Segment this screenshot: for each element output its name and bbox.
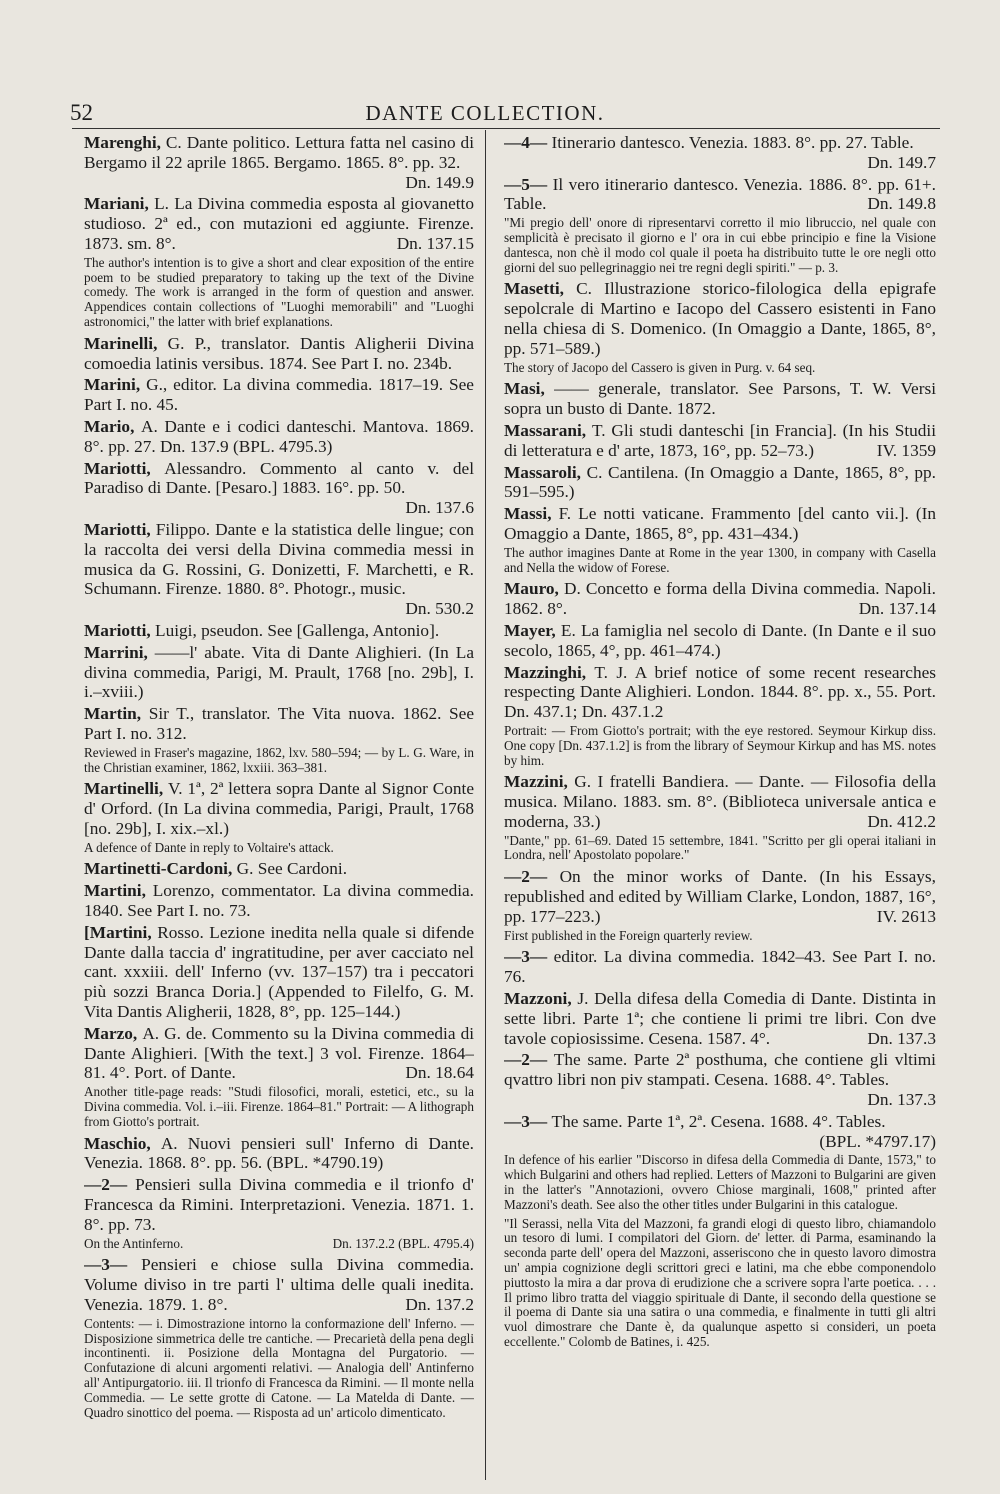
catalog-note: [84, 1317, 474, 1421]
entry-text: First published in the Foreign quarterly review.: [504, 927, 753, 943]
catalog-entry: [504, 867, 936, 926]
entry-heading: —2—: [504, 1050, 554, 1070]
entry-text: Itinerario dantesco. Venezia. 1883. 8°. pp. 27. Table.: [551, 133, 914, 152]
entry-text: Pensieri sulla Divina commedia e il trionfo d' Francesca da Rimini. Interpretazioni. Venezia. 1871. 1. 8°. pp. 73.: [84, 1175, 474, 1234]
header-rule: [72, 128, 940, 129]
entry-heading: Mauro,: [504, 579, 564, 599]
entry-text: In defence of his earlier "Discorso in difesa della Commedia di Dante, 1573," to which Bulgarini and others had replied. Letters of Mazzoni to Bulgarini are given in the latter's "Annotazioni, ovvero Chiose marginali, 1608," printed after Mazzoni's death. See also the other titles under Bulgarini in this catalogue.: [504, 1152, 936, 1212]
catalog-entry: [84, 1024, 474, 1083]
catalog-entry: [504, 504, 936, 544]
shelf-mark: Dn. 149.9: [405, 172, 474, 192]
entry-text: Another title-page reads: "Studi filosofici, morali, estetici, etc., su la Divina commedia. Vol. i.–iii. Firenze. 1864–81." Portrait: — A lithograph from Giotto's portrait.: [84, 1084, 474, 1129]
catalog-entry: [504, 379, 936, 419]
catalog-entry: [504, 579, 936, 619]
shelf-mark: Dn. 412.2: [867, 811, 936, 831]
entry-text: The story of Jacopo del Cassero is given in Purg. v. 64 seq.: [504, 359, 816, 375]
catalog-entry: [84, 779, 474, 838]
catalog-entry: [84, 1134, 474, 1174]
entry-text: ——l' abate. Vita di Dante Alighieri. (In La divina commedia, Parigi, M. Prault, 1768 [no. 29b], I. i.–xviii.): [84, 642, 474, 702]
entry-heading: Martini,: [84, 881, 153, 901]
entry-text: Rosso. Lezione inedita nella quale si difende Dante dalla taccia d' ingratitudine, per aver cacciato nel cant. xxxiii. dell' Inferno (vv. 137–157) tra i peccatori più sozzi Branca Doria.] (Appended to Filelfo, G. M. Vita Dantis Aligherii, 1828, 8°, pp. 125–144.): [84, 922, 474, 1022]
shelf-mark: Dn. 149.8: [867, 194, 936, 214]
shelf-mark: IV. 1359: [876, 440, 936, 460]
entry-heading: Masi,: [504, 379, 555, 399]
catalog-entry: [84, 643, 474, 702]
entry-heading: Marrini,: [84, 642, 155, 662]
catalog-entry: [84, 459, 474, 518]
entry-heading: Martinelli,: [84, 779, 169, 799]
entry-heading: Mayer,: [504, 620, 561, 640]
catalog-entry: [84, 375, 474, 415]
catalog-entry: [504, 279, 936, 358]
shelf-mark: IV. 2613: [876, 906, 936, 926]
entry-text: editor. La divina commedia. 1842–43. See Part I. no. 76.: [504, 947, 936, 987]
catalog-entry: [84, 881, 474, 921]
entry-text: The author's intention is to give a short and clear exposition of the entire poem to be studied preparatory to taking up the text of the Divine comedy. The work is arranged in the form of question and answer. Appendices contain collections of "Luoghi memorabili" and "Luoghi astronomici," the latter with brief explanations.: [84, 254, 474, 329]
column-divider: [485, 130, 486, 1480]
running-title: DANTE COLLECTION.: [365, 101, 605, 125]
catalog-entry: [504, 663, 936, 722]
entry-heading: Masetti,: [504, 279, 577, 299]
entry-text: Reviewed in Fraser's magazine, 1862, lxv. 580–594; — by L. G. Ware, in the Christian examiner, 1862, lxxiii. 363–381.: [84, 744, 474, 775]
entry-text: The same. Parte 2ª posthuma, che contiene gli vltimi qvattro libri non piv stampati. Cesena. 1688. 4°. Tables.: [504, 1050, 936, 1090]
entry-text: Lorenzo, commentator. La divina commedia. 1840. See Part I. no. 73.: [84, 881, 474, 921]
entry-heading: Massarani,: [504, 420, 592, 440]
shelf-mark: Dn. 530.2: [405, 599, 474, 619]
catalog-note: [84, 256, 474, 330]
catalog-note: [84, 1237, 474, 1252]
entry-text: Filippo. Dante e la statistica delle lingue; con la raccolta dei versi della Divina commedia messi in musica da G. Rossini, G. Donizetti, F. Marchetti, e R. Schumann. Firenze. 1880. 8°. Photogr., music.: [84, 519, 474, 599]
entry-heading: Maschio,: [84, 1133, 161, 1153]
entry-text: The same. Parte 1ª, 2ª. Cesena. 1688. 4°. Tables.: [551, 1111, 886, 1131]
entry-text: Alessandro. Commento al canto v. del Paradiso di Dante. [Pesaro.] 1883. 16°. pp. 50.: [84, 458, 474, 498]
catalog-entry: [504, 133, 936, 173]
catalog-entry: [504, 421, 936, 461]
entry-heading: —4—: [504, 133, 552, 152]
catalog-note: [504, 216, 936, 275]
catalog-note: [84, 746, 474, 776]
entry-heading: Marini,: [84, 375, 147, 395]
entry-heading: [Martini,: [84, 922, 158, 942]
entry-heading: —2—: [84, 1175, 136, 1195]
catalog-note: [504, 834, 936, 864]
entry-heading: Martin,: [84, 704, 149, 724]
catalog-entry: [84, 334, 474, 374]
catalog-note: [84, 1085, 474, 1129]
entry-text: E. La famiglia nel secolo di Dante. (In Dante e il suo secolo, 1865, 4°, pp. 461–474.): [504, 620, 936, 660]
catalog-entry: [84, 704, 474, 744]
catalog-note: [504, 1217, 936, 1350]
shelf-mark: Dn. 137.3: [867, 1090, 936, 1110]
left-column: [84, 133, 474, 1424]
catalog-entry: [504, 175, 936, 215]
shelf-mark: Dn. 137.2: [405, 1295, 474, 1315]
shelf-mark: Dn. 149.7: [867, 152, 936, 172]
catalog-entry: [504, 947, 936, 987]
catalog-entry: [504, 463, 936, 503]
entry-text: The author imagines Dante at Rome in the year 1300, in company with Casella and Nella the widow of Forese.: [504, 544, 936, 575]
entry-heading: Massi,: [504, 504, 559, 524]
entry-heading: Mariotti,: [84, 519, 156, 539]
entry-text: Il vero itinerario dantesco. Venezia. 1886. 8°. pp. 61+. Table.: [504, 174, 936, 214]
shelf-mark: Dn. 18.64: [405, 1063, 474, 1083]
entry-heading: —3—: [504, 947, 554, 967]
entry-text: Luigi, pseudon. See [Gallenga, Antonio].: [155, 620, 440, 640]
entry-text: Pensieri e chiose sulla Divina commedia. Volume diviso in tre parti l' ultima delle quali inedita. Venezia. 1879. 1. 8°.: [84, 1255, 474, 1315]
entry-text: Portrait: — From Giotto's portrait; with the eye restored. Seymour Kirkup diss. One copy [Dn. 437.1.2] is from the library of Seymour Kirkup and has MS. notes by him.: [504, 722, 936, 768]
entry-text: "Dante," pp. 61–69. Dated 15 settembre, 1841. "Scritto per gli operai italiani in Londra, nell' Apostolato popolare.": [504, 832, 936, 863]
entry-text: C. Cantilena. (In Omaggio a Dante, 1865, 8°, pp. 591–595.): [504, 462, 936, 502]
entry-heading: Mariani,: [84, 194, 155, 214]
page-header: [70, 92, 940, 126]
entry-text: F. Le notti vaticane. Frammento [del canto vii.]. (In Omaggio a Dante, 1865, 8°, pp. 431–434.): [504, 504, 936, 543]
entry-text: D. Concetto e forma della Divina commedia. Napoli. 1862. 8°.: [504, 579, 936, 619]
shelf-mark: Dn. 137.6: [405, 498, 474, 518]
entry-text: V. 1ª, 2ª lettera sopra Dante al Signor Conte d' Orford. (In La divina commedia, Parigi, Prault, 1768 [no. 29b], I. xix.–xl.): [84, 779, 474, 838]
shelf-mark: Dn. 137.15: [396, 233, 474, 253]
entry-heading: Mazzini,: [504, 772, 575, 792]
right-column: [504, 133, 936, 1354]
entry-heading: Mariotti,: [84, 620, 156, 640]
catalog-note: [504, 929, 936, 944]
entry-text: C. Dante politico. Lettura fatta nel casino di Bergamo il 22 aprile 1865. Bergamo. 1865. 8°. pp. 32.: [84, 133, 474, 172]
shelf-mark: Dn. 137.14: [858, 599, 936, 619]
catalog-entry: [504, 1112, 936, 1152]
entry-heading: Marinelli,: [84, 333, 168, 353]
page-number: 52: [70, 100, 93, 125]
entry-heading: —3—: [504, 1111, 552, 1131]
catalog-note: [504, 1153, 936, 1212]
entry-heading: Mazzoni,: [504, 989, 578, 1009]
entry-text: L. La Divina commedia esposta al giovanetto studioso. 2ª ed., con mutazioni ed aggiunte. Firenze. 1873. sm. 8°.: [84, 194, 474, 253]
entry-text: A. Nuovi pensieri sull' Inferno di Dante. Venezia. 1868. 8°. pp. 56. (BPL. *4790.19): [84, 1133, 474, 1173]
entry-heading: —2—: [504, 867, 560, 887]
catalog-entry: [504, 621, 936, 661]
shelf-mark: Dn. 137.2.2 (BPL. 4795.4): [332, 1235, 474, 1251]
entry-text: Sir T., translator. The Vita nuova. 1862. See Part I. no. 312.: [84, 704, 474, 743]
catalog-entry: [84, 1175, 474, 1234]
entry-text: "Il Serassi, nella Vita del Mazzoni, fa grandi elogi di questo libro, chiamandolo un tesoro di lumi. I compilatori del Giorn. de' letter. di Parma, esaminando la seconda parte dell' opera del Mazzoni, asseriscono che in questo lavoro dimostra un' ampia cognizione degli scrittori greci e latini, ma che ebbe componendolo piuttosto la mira a dar prova di erudizione che a scrivere sopra l'arte poetica. . . . Il primo libro tratta del viaggio spirituale di Dante, il secondo della questione se il poema di Dante sia una satira o una commedia, e finalmente in tutti gli altri vuol dimostrare che Dante è, da qualunque aspetto si consideri, un poeta eccellente." Colomb de Batines, i. 425.: [504, 1215, 936, 1349]
catalog-entry: [504, 1050, 936, 1109]
catalog-note: [504, 546, 936, 576]
entry-text: T. Gli studi danteschi [in Francia]. (In his Studii di letteratura e d' arte, 1873, 16°, pp. 52–73.): [504, 420, 936, 460]
entry-text: G. See Cardoni.: [236, 859, 348, 879]
catalog-entry: [84, 133, 474, 192]
entry-text: "Mi pregio dell' onore di ripresentarvi corretto il mio libruccio, nel quale con semplicità è precisato il giorno e l' ora in cui ebbe principio e fine la Visione dantesca, non chè il modo col quale il poeta ha distribuito tutte le ore negli otto giorni del suo pellegrinaggio nei tre regni degli spiriti." — p. 3.: [504, 215, 936, 275]
entry-text: C. Illustrazione storico-filologica della epigrafe sepolcrale di Martino e Iacopo del Cassero esistenti in Fano nella chiesa di S. Domenico. (In Omaggio a Dante, 1865, 8°, pp. 571–589.): [504, 279, 936, 358]
entry-heading: Marenghi,: [84, 133, 166, 152]
entry-heading: Mazzinghi,: [504, 662, 595, 682]
catalog-entry: [504, 989, 936, 1048]
catalog-entry: [84, 194, 474, 253]
entry-heading: Mariotti,: [84, 458, 165, 478]
catalog-note: [504, 361, 936, 376]
catalog-entry: [504, 772, 936, 831]
entry-text: —— generale, translator. See Parsons, T. W. Versi sopra un busto di Dante. 1872.: [504, 379, 936, 419]
shelf-mark: (BPL. *4797.17): [819, 1131, 936, 1151]
entry-heading: Martinetti-Cardoni,: [84, 859, 237, 879]
entry-heading: Mario,: [84, 416, 141, 436]
entry-text: G. I fratelli Bandiera. — Dante. — Filosofia della musica. Milano. 1883. sm. 8°. (Biblioteca universale antica e moderna, 33.): [504, 772, 936, 831]
entry-text: G., editor. La divina commedia. 1817–19. See Part I. no. 45.: [84, 375, 474, 415]
catalog-entry: [84, 1255, 474, 1314]
entry-text: A. Dante e i codici danteschi. Mantova. 1869. 8°. pp. 27. Dn. 137.9 (BPL. 4795.3): [84, 416, 474, 456]
entry-heading: Marzo,: [84, 1023, 143, 1043]
entry-text: G. P., translator. Dantis Aligherii Divina comoedia latinis versibus. 1874. See Part I. no. 234b.: [84, 333, 474, 373]
entry-text: T. J. A brief notice of some recent researches respecting Dante Alighieri. London. 1844. 8°. pp. x., 55. Port. Dn. 437.1; Dn. 437.1.2: [504, 662, 936, 722]
entry-text: J. Della difesa della Comedia di Dante. Distinta in sette libri. Parte 1ª; che contiene li primi tre libri. Con dve tavole copiosissime. Cesena. 1587. 4°.: [504, 989, 936, 1048]
catalog-entry: [84, 859, 474, 879]
entry-text: On the Antinferno.: [84, 1235, 184, 1251]
entry-heading: —5—: [504, 174, 553, 194]
catalog-entry: [84, 621, 474, 641]
entry-text: Contents: — i. Dimostrazione intorno la conformazione dell' Inferno. — Disposizione simmetrica delle tre cantiche. — Precarietà della pena degli incontinenti. ii. Posizione della Montagna del Purgatorio. — Confutazione di alcuni argomenti relativi. — Analogia dell' Antinferno all' Antipurgatorio. iii. Il trionfo di Francesca da Rimini. — Il monte nella Commedia. — Le sette grotte di Catone. — La Matelda di Dante. — Quadro sinottico del poema. — Risposta ad un' articolo dimenticato.: [84, 1315, 474, 1420]
catalog-note: [504, 724, 936, 768]
shelf-mark: Dn. 137.3: [867, 1028, 936, 1048]
entry-text: A defence of Dante in reply to Voltaire's attack.: [84, 839, 334, 855]
catalog-entry: [84, 520, 474, 619]
entry-text: A. G. de. Commento su la Divina commedia di Dante Alighieri. [With the text.] 3 vol. Firenze. 1864–81. 4°. Port. of Dante.: [84, 1023, 474, 1083]
catalog-entry: [84, 417, 474, 457]
catalog-note: [84, 841, 474, 856]
entry-heading: —3—: [84, 1255, 142, 1275]
catalog-entry: [84, 923, 474, 1022]
entry-heading: Massaroli,: [504, 462, 587, 482]
entry-text: On the minor works of Dante. (In his Essays, republished and edited by William Clarke, London, 1887, 16°, pp. 177–223.): [504, 867, 936, 926]
